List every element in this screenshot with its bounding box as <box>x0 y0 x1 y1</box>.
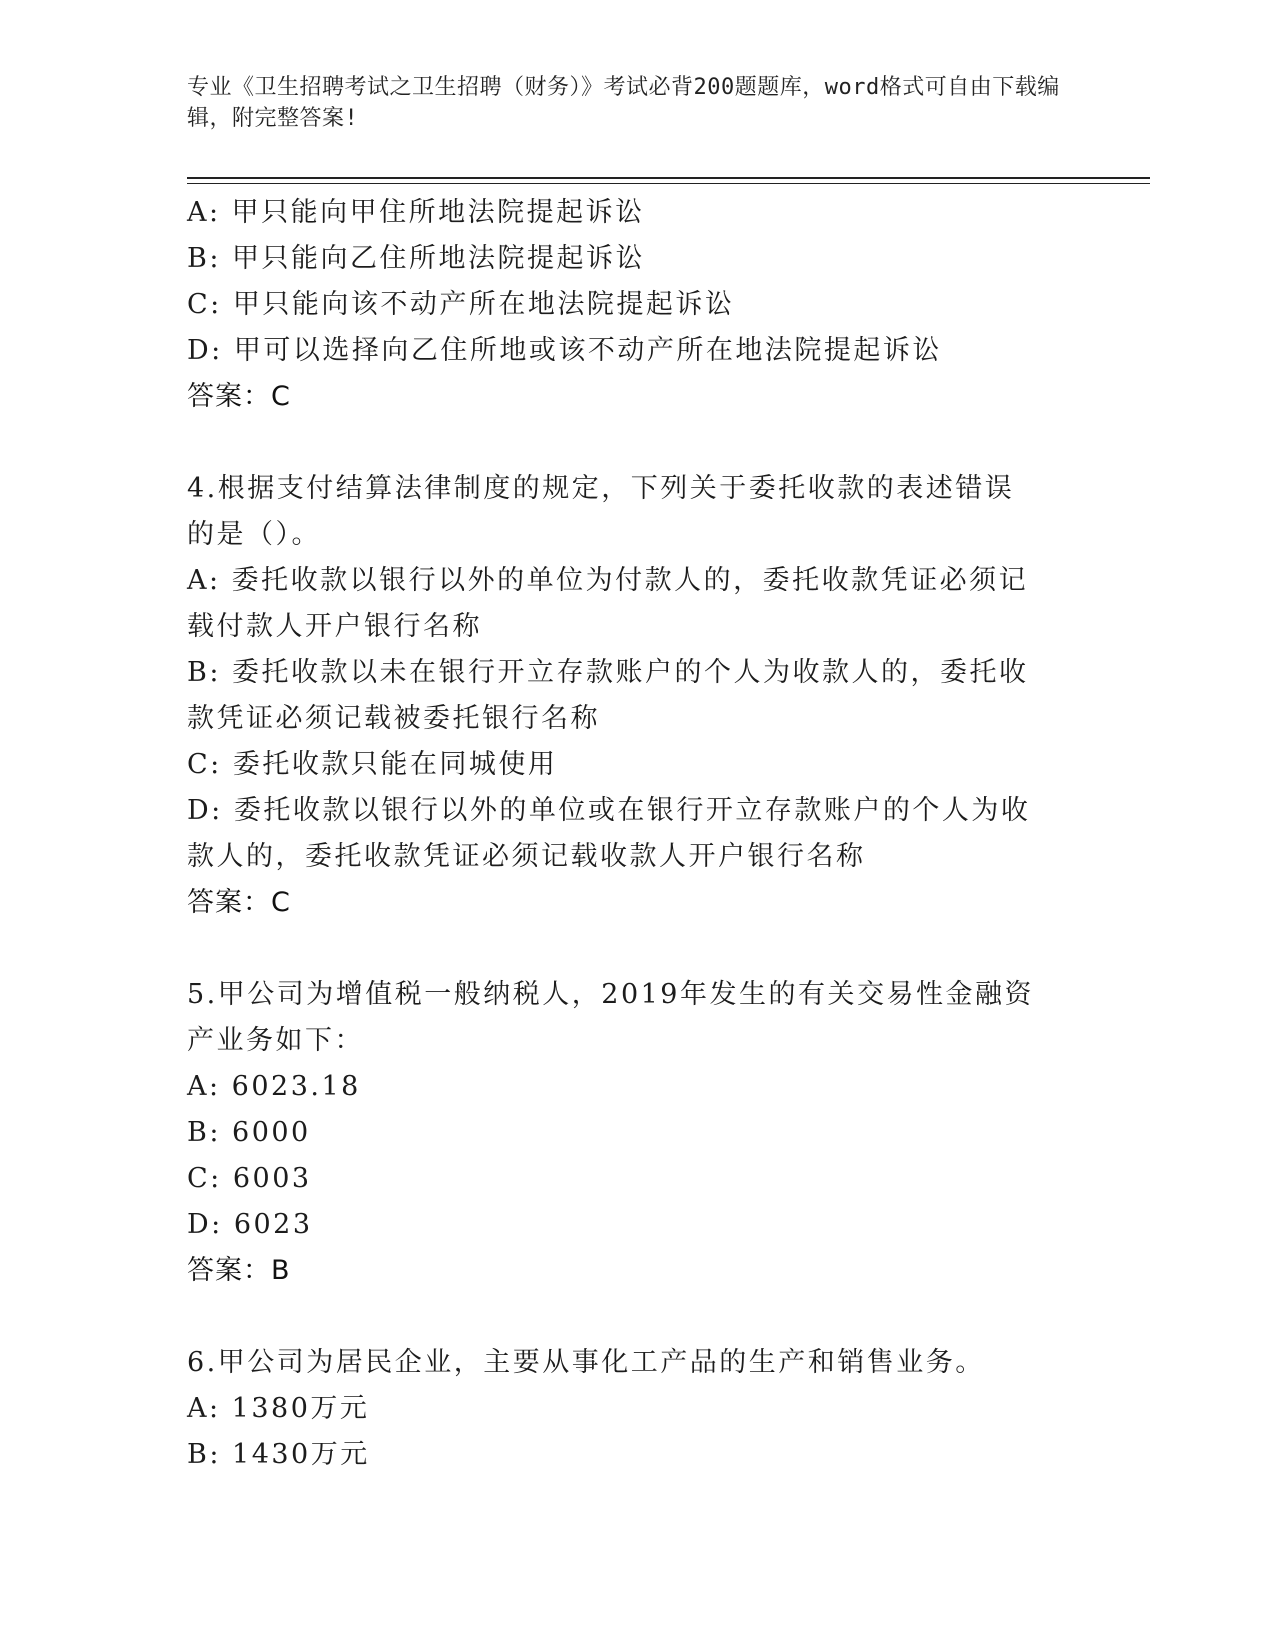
spacer <box>187 926 1087 972</box>
option-b: B: 委托收款以未在银行开立存款账户的个人为收款人的，委托收款凭证必须记载被委托银行名称 <box>187 657 1029 734</box>
option-d: D: 委托收款以银行以外的单位或在银行开立存款账户的个人为收款人的，委托收款凭证必须记载收款人开户银行名称 <box>187 795 1031 872</box>
option-d: D: 甲可以选择向乙住所地或该不动产所在地法院提起诉讼 <box>187 335 942 366</box>
question-stem: 6.甲公司为居民企业，主要从事化工产品的生产和销售业务。 <box>187 1347 985 1378</box>
option-b: B: 6000 <box>187 1117 311 1148</box>
question-6 <box>187 1340 1037 1478</box>
spacer <box>187 420 1087 466</box>
question-list <box>187 190 1087 1478</box>
question-3 <box>187 190 1087 420</box>
header-divider <box>187 177 1150 179</box>
option-b: B: 1430万元 <box>187 1439 370 1470</box>
option-c: C: 6003 <box>187 1163 312 1194</box>
option-c: C: 委托收款只能在同城使用 <box>187 749 558 780</box>
question-5 <box>187 972 1037 1294</box>
answer-line: 答案：C <box>187 381 291 412</box>
question-stem: 4.根据支付结算法律制度的规定，下列关于委托收款的表述错误的是（）。 <box>187 473 1015 550</box>
answer-line: 答案：C <box>187 887 291 918</box>
option-b: B: 甲只能向乙住所地法院提起诉讼 <box>187 243 646 274</box>
option-a: A: 甲只能向甲住所地法院提起诉讼 <box>187 197 645 228</box>
header-divider-thin <box>187 183 1150 184</box>
document-header: 专业《卫生招聘考试之卫生招聘（财务）》考试必背200题题库，word格式可自由下载编辑，附完整答案! <box>187 75 1060 131</box>
spacer <box>187 1294 1087 1340</box>
option-a: A: 1380万元 <box>187 1393 370 1424</box>
option-a: A: 6023.18 <box>187 1071 361 1102</box>
option-d: D: 6023 <box>187 1209 313 1240</box>
option-c: C: 甲只能向该不动产所在地法院提起诉讼 <box>187 289 735 320</box>
question-4 <box>187 466 1037 926</box>
question-stem: 5.甲公司为增值税一般纳税人，2019年发生的有关交易性金融资产业务如下： <box>187 979 1034 1056</box>
answer-line: 答案：B <box>187 1255 291 1286</box>
option-a: A: 委托收款以银行以外的单位为付款人的，委托收款凭证必须记载付款人开户银行名称 <box>187 565 1029 642</box>
